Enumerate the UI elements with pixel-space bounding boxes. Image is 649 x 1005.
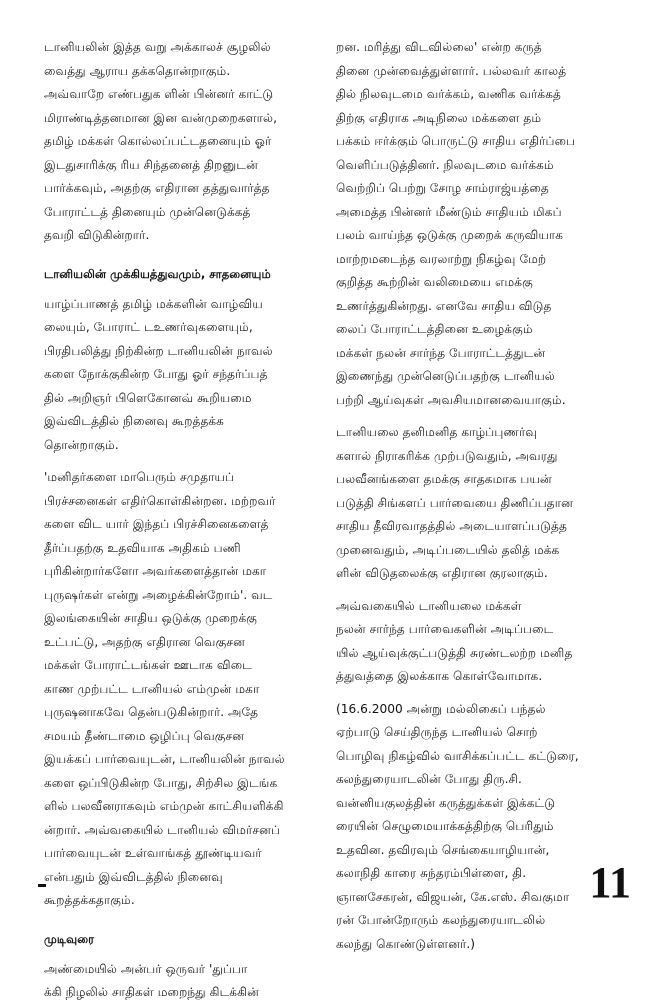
text-line: உதவின. தவிரவும் செங்கையாழியான்,	[336, 842, 550, 857]
text-line: அண்மையில் அன்பர் ஒருவர் 'துப்பா	[44, 961, 248, 976]
text-line: காண முற்பட்ட டானியல் எம்முன் மகா	[44, 681, 260, 696]
text-line: தில் அறிஞர் பிளெகோனவ் கூறியமை	[44, 390, 252, 405]
right-column	[336, 36, 623, 956]
text-line: படுத்தி சிங்களப் பார்வையை திணிப்பதான	[336, 495, 573, 510]
text-line: உட்பட்டு, அதற்கு எதிரான வெகுசன	[44, 634, 245, 649]
text-line: யாழ்ப்பாணத் தமிழ் மக்களின் வாழ்விய	[44, 296, 263, 311]
text-line: தினை முன்வைத்துள்ளார். பல்லவர் காலத்	[336, 63, 567, 78]
text-line: மக்கள் நலன் சார்ந்த போராட்டத்துடன்	[336, 345, 546, 360]
text-line: கலந்து கொண்டுள்ளனர்.)	[336, 936, 476, 951]
text-line: புருஷனாகவே தென்படுகின்றார். அதே	[44, 705, 259, 719]
text-line: ளில் பலவீனராகவும் எம்முன் காட்சியளிக்கி	[44, 799, 284, 813]
text-line: வெற்றிப் பெற்று சோழ சாம்ராஜ்யத்தை	[336, 181, 549, 195]
text-line: பொழிவு நிகழ்வில் வாசிக்கப்பட்ட கட்டுரை,	[336, 748, 579, 763]
text-line: பார்வையுடன் உள்வாங்கத் தூண்டியவர்	[44, 846, 262, 860]
paragraph-quote	[44, 466, 316, 913]
text-line: இணைந்து முன்னெடுப்பதற்கு டானியல்	[336, 369, 555, 383]
text-line: வைத்து ஆராய தக்கதொன்றாகும்.	[44, 63, 231, 78]
text-line: டானியலின் இத்த வறு அக்காலச் சூழலில்	[44, 40, 271, 54]
text-line: தீர்ப்பதற்கு உதவியாக அதிகம் பணி	[44, 540, 241, 555]
corner-mark	[38, 884, 46, 887]
text-line: ளின் விடுதலைக்கு எதிரான குரலாகும்.	[336, 566, 548, 580]
page-number: 11	[589, 858, 631, 907]
text-line: ரையின் செழுமையாக்கத்திற்கு பெரிதும்	[336, 819, 554, 833]
text-line: பிரச்சனைகள் எதிர்கொள்கின்றன. மற்றவர்	[44, 493, 276, 508]
text-line: மாற்றமடைந்த வரலாற்று நிகழ்வு மேற்	[336, 251, 547, 266]
text-line: களால் நிராகரிக்க முற்படுவதும், அவரது	[336, 448, 558, 463]
text-line: பற்றி ஆய்வுகள் அவசியமானவையாகும்.	[336, 392, 566, 407]
text-line: தொன்றாகும்.	[44, 437, 119, 452]
text-line: குறித்த கூற்றின் வலிமையை எமக்கு	[336, 275, 533, 289]
text-line: றன. மரித்து விடவில்லை' என்ற கருத்	[336, 40, 542, 54]
text-line: பார்க்கவும், அதற்கு எதிரான தத்துவார்த்த	[44, 181, 270, 195]
text-line: பக்கம் ஈர்க்கும் பொருட்டு சாதிய எதிர்ப்பை	[336, 134, 576, 148]
left-column	[44, 36, 316, 1005]
text-line: (16.6.2000 அன்று மல்லிகைப் பந்தல்	[336, 701, 546, 716]
paragraph-intro	[44, 36, 316, 248]
section-heading-conclusion: முடிவுரை	[44, 931, 95, 946]
text-line: சாதிய தீவிரவாதத்தில் அடையாளப்படுத்த	[336, 519, 567, 533]
text-line: உணர்த்துகின்றது. எனவே சாதிய விடுத	[336, 298, 552, 313]
text-line: களை நோக்குகின்ற போது ஓர் சந்தர்ப்பத்	[44, 367, 268, 381]
text-line: ஏற்பாடு செய்திருந்த டானியல் சொற்	[336, 725, 538, 739]
text-line: லைப் போராட்டத்தினை உழைக்கும்	[336, 322, 533, 336]
text-line: த்துவத்தை இலக்காக கொள்வோமாக.	[336, 669, 543, 683]
paragraph-footnote	[336, 698, 623, 957]
text-line: சமயம் தீண்டாமை ஒழிப்பு வெகுசன	[44, 728, 245, 743]
text-line: அவ்வாறே எண்பதுக ளின் பின்னர் காட்டு	[44, 87, 274, 101]
text-line: வெளிப்படுத்தினர். நிலவுடமை வர்க்கம்	[336, 157, 554, 172]
text-line: தில் நிலவுடமை வர்க்கம், வணிக வர்க்கத்	[336, 87, 561, 101]
text-line: மிராண்டித்தனமான இன வன்முறைகளால்,	[44, 110, 277, 125]
text-line: பலவீனங்களை தமக்கு சாதகமாக பயன்	[336, 472, 552, 486]
text-line: க்கி நிழலில் சாதிகள் மறைந்து கிடக்கின்	[44, 985, 259, 999]
text-line: களை விட யார் இந்தப் பிரச்சினைகளைத்	[44, 517, 269, 531]
text-line: கலந்துரையாடலின் போது திரு.சி.	[336, 772, 522, 786]
text-line: பிரதிபலித்து நிற்கின்ற டானியலின் நாவல்	[44, 343, 273, 358]
text-line: இவ்விடத்தில் நினைவு கூறத்தக்க	[44, 414, 224, 428]
text-line: ன்றார். அவ்வகையில் டானியல் விமர்சனப்	[44, 822, 281, 837]
paragraph-closing	[336, 595, 623, 689]
text-line: டானியலை தனிமனித காழ்ப்புணர்வு	[336, 425, 537, 439]
text-line: மக்கள் போராட்டங்கள் ஊடாக விடை	[44, 658, 252, 672]
text-line: களை ஒப்பிடுகின்ற போது, சிற்சில இடங்க	[44, 775, 278, 790]
text-line: அவ்வகையில் டானியலை மக்கள்	[336, 598, 522, 613]
text-line: கூறத்தக்கதாகும்.	[44, 893, 135, 907]
paragraph-significance	[44, 293, 316, 458]
section-heading-significance: டானியலின் முக்கியத்துவமும், சாதனையும்	[44, 266, 271, 281]
text-line: பலம் வாய்ந்த ஒடுக்கு முறைக் கருவியாக	[336, 228, 564, 242]
text-line: போராட்டத் தினையும் முன்னெடுக்கத்	[44, 204, 251, 219]
text-line: தவறி விடுகின்றார்.	[44, 228, 150, 242]
text-line: தமிழ் மக்கள் கொல்லப்பட்டதனையும் ஓர்	[44, 134, 272, 148]
text-line: அமைத்த பின்னர் மீண்டும் சாதியம் மிகப்	[336, 204, 562, 219]
paragraph-critique	[336, 421, 623, 586]
text-line: முனைவதும், அடிப்படையில் தலித் மக்க	[336, 542, 560, 557]
text-line: யில் ஆய்வுக்குட்படுத்தி சுரண்டலற்ற மனித	[336, 645, 573, 660]
text-line: ஞானசேகரன், விஜயன், கே.எஸ். சிவகுமா	[336, 889, 570, 904]
text-line: 'மனிதர்களை மாபெரும் சமுதாயப்	[44, 470, 235, 484]
text-line: இடதுசாரிக்கு ரிய சிந்தனைத் திறனுடன்	[44, 157, 258, 172]
text-line: ரன் போன்றோரும் கலந்துரையாடலில்	[336, 913, 546, 927]
text-line: நலன் சார்ந்த பார்வைகளின் அடிப்படை	[336, 622, 554, 636]
paragraph-conclusion-continued	[336, 36, 623, 412]
text-line: வன்னியகுலத்தின் கருத்துக்கள் இக்கட்டு	[336, 795, 556, 810]
text-line: புரிகின்றார்களோ அவர்களைத்தான் மகா	[44, 564, 267, 578]
text-line: புருஷர்கள் என்று அழைக்கின்றோம்'. வட	[44, 587, 273, 602]
text-line: திற்கு எதிராக அடிநிலை மக்களை தம்	[336, 110, 542, 125]
text-line: லையும், போராட் டஉணர்வுகளையும்,	[44, 320, 253, 334]
paragraph-conclusion-start	[44, 958, 316, 1005]
text-line: என்பதும் இவ்விடத்தில் நினைவு	[44, 869, 223, 884]
text-line: இலங்கையின் சாதிய ஒடுக்கு முறைக்கு	[44, 611, 258, 625]
text-line: கலாநிதி காரை சுந்தரம்பிள்ளை, தி.	[336, 866, 527, 880]
text-line: இயக்கப் பார்வையுடன், டானியலின் நாவல்	[44, 752, 285, 766]
